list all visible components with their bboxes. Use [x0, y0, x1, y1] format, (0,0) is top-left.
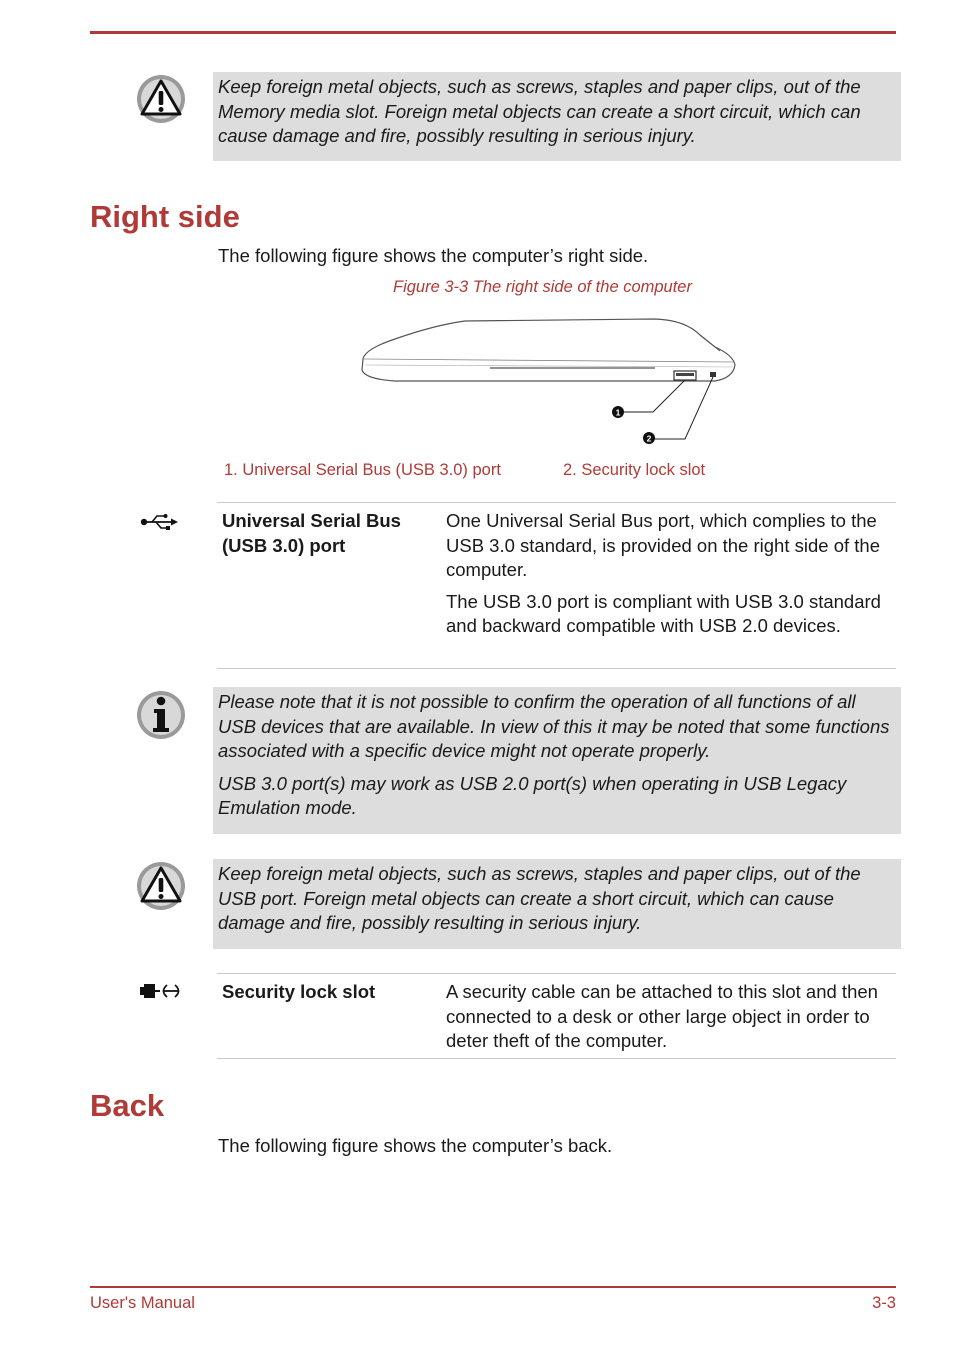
lock-slot-drawing: [710, 372, 716, 377]
usb-port-spec-row: [217, 502, 896, 669]
security-lock-term: Security lock slot: [222, 981, 376, 1002]
callout-number-2: 2: [646, 433, 652, 444]
back-intro: The following figure shows the computer’s back.: [218, 1135, 613, 1156]
section-heading-back: Back: [90, 1088, 165, 1123]
figure-caption: Figure 3-3 The right side of the computer: [393, 278, 692, 296]
note-callout-usb: [213, 687, 901, 834]
warning-icon: [136, 74, 186, 124]
info-icon: [136, 690, 186, 740]
security-lock-spec-row: [217, 973, 896, 1059]
laptop-right-side-figure: [355, 315, 745, 445]
usb-port-term: Universal Serial Bus (USB 3.0) port: [222, 510, 401, 556]
note-text-1: Please note that it is not possible to confirm the operation of all functions of all USB devices that are available. In view of this it may be noted that some functions associated with a specific device might not operate properly.: [218, 691, 890, 761]
section-heading-right-side: Right side: [90, 199, 240, 234]
note-text-2: USB 3.0 port(s) may work as USB 2.0 port(s) when operating in USB Legacy Emulation mode.: [218, 772, 847, 818]
callout-number-1: 1: [615, 407, 621, 418]
warning-callout-memory-slot: [213, 72, 901, 161]
figure-legend-item-2: 2. Security lock slot: [563, 461, 706, 479]
security-lock-icon: [140, 982, 186, 1000]
usb-port-description: [446, 509, 891, 646]
usb-port-description-para-1: One Universal Serial Bus port, which complies to the USB 3.0 standard, is provided on the right side of the computer.: [446, 510, 880, 580]
warning-callout-usb-port: [213, 859, 901, 949]
warning-icon: [136, 861, 186, 911]
usb-icon: [140, 512, 180, 532]
footer-page-number: 3-3: [872, 1294, 896, 1312]
header-rule: [90, 31, 896, 34]
security-lock-description: A security cable can be attached to this slot and then connected to a desk or other large object in order to deter theft of the computer.: [446, 981, 878, 1051]
footer-manual-title: User's Manual: [90, 1294, 195, 1312]
figure-legend-item-1: 1. Universal Serial Bus (USB 3.0) port: [224, 461, 501, 479]
warning-text: Keep foreign metal objects, such as screws, staples and paper clips, out of the Memory media slot. Foreign metal objects can create a short circuit, which can cause damage and fire, possibly resulting in serious injury.: [218, 76, 861, 146]
usb-port-description-para-2: The USB 3.0 port is compliant with USB 3.0 standard and backward compatible with USB 2.0 devices.: [446, 590, 881, 636]
right-side-intro: The following figure shows the computer’s right side.: [218, 245, 649, 266]
warning-text: Keep foreign metal objects, such as screws, staples and paper clips, out of the USB port. Foreign metal objects can create a short circuit, which can cause damage and fire, possibly resulting in serious injury.: [218, 863, 861, 933]
footer-rule: [90, 1286, 896, 1288]
